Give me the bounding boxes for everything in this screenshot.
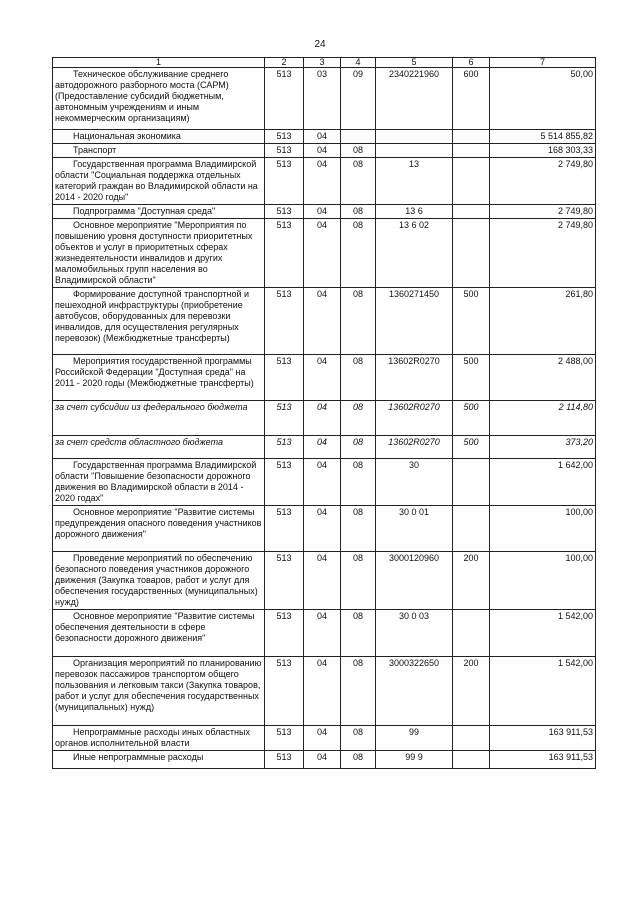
name-cell: Формирование доступной транспортной и пешеходной инфраструктуры (приобретение автобусов, оборудованных для перевозки инвалидов, для осуществления регулярных перевозок) (Межбюджетные трансферты)	[53, 288, 265, 355]
section-code-cell: 04	[304, 219, 341, 288]
name-cell: Непрограммные расходы иных областных органов исполнительной власти	[53, 726, 265, 751]
target-article-cell: 99	[376, 726, 453, 751]
expense-type-cell	[453, 130, 490, 144]
amount-cell: 2 749,80	[490, 205, 596, 219]
section-code-cell: 04	[304, 144, 341, 158]
amount-cell: 163 911,53	[490, 726, 596, 751]
name-cell: за счет средств областного бюджета	[53, 436, 265, 459]
target-article-cell: 13602R0270	[376, 355, 453, 401]
subsection-code-cell: 08	[341, 401, 376, 436]
header-cell: 3	[304, 58, 341, 68]
expense-type-cell	[453, 205, 490, 219]
subsection-code-cell: 08	[341, 205, 376, 219]
amount-cell: 373,20	[490, 436, 596, 459]
table-row	[53, 459, 596, 506]
amount-cell: 2 749,80	[490, 158, 596, 205]
name-cell: Организация мероприятий по планированию перевозок пассажиров транспортом общего пользования и легковым такси (Закупка товаров, работ и услуг для обеспечения государственных (муниципальных) нужд)	[53, 657, 265, 726]
expense-type-cell	[453, 506, 490, 552]
table-row	[53, 401, 596, 436]
section-code-cell: 04	[304, 130, 341, 144]
name-cell: Проведение мероприятий по обеспечению безопасного поведения участников дорожного движения (Закупка товаров, работ и услуг для обеспечения государственных (муниципальных) нужд)	[53, 552, 265, 610]
section-code-cell: 04	[304, 506, 341, 552]
amount-cell: 1 542,00	[490, 610, 596, 657]
header-row	[53, 58, 596, 68]
target-article-cell: 13602R0270	[376, 401, 453, 436]
chapter-code-cell: 513	[265, 657, 304, 726]
table-row	[53, 657, 596, 726]
amount-cell: 2 114,80	[490, 401, 596, 436]
table-row	[53, 610, 596, 657]
header-cell: 4	[341, 58, 376, 68]
target-article-cell	[376, 130, 453, 144]
header-cell: 1	[53, 58, 265, 68]
subsection-code-cell: 08	[341, 751, 376, 769]
subsection-code-cell: 08	[341, 552, 376, 610]
expense-type-cell: 500	[453, 288, 490, 355]
table-row	[53, 288, 596, 355]
name-cell: Основное мероприятие "Развитие системы обеспечения деятельности в сфере безопасности дорожного движения"	[53, 610, 265, 657]
table-row	[53, 219, 596, 288]
amount-cell: 261,80	[490, 288, 596, 355]
subsection-code-cell: 08	[341, 610, 376, 657]
name-cell: Мероприятия государственной программы Российской Федерации "Доступная среда" на 2011 - 2020 годы (Межбюджетные трансферты)	[53, 355, 265, 401]
table-row	[53, 205, 596, 219]
target-article-cell: 13602R0270	[376, 436, 453, 459]
target-article-cell: 30	[376, 459, 453, 506]
subsection-code-cell: 08	[341, 657, 376, 726]
chapter-code-cell: 513	[265, 355, 304, 401]
name-cell: Государственная программа Владимирской области "Повышение безопасности дорожного движения во Владимирской области в 2014 - 2020 годах"	[53, 459, 265, 506]
section-code-cell: 04	[304, 288, 341, 355]
name-cell: за счет субсидии из федерального бюджета	[53, 401, 265, 436]
table-row	[53, 552, 596, 610]
table-row	[53, 751, 596, 769]
expense-type-cell: 600	[453, 68, 490, 130]
target-article-cell: 30 0 01	[376, 506, 453, 552]
target-article-cell: 99 9	[376, 751, 453, 769]
amount-cell: 2 749,80	[490, 219, 596, 288]
subsection-code-cell: 08	[341, 459, 376, 506]
budget-table	[52, 57, 596, 769]
page-number: 24	[314, 39, 326, 50]
subsection-code-cell: 08	[341, 158, 376, 205]
header-cell: 2	[265, 58, 304, 68]
chapter-code-cell: 513	[265, 68, 304, 130]
chapter-code-cell: 513	[265, 205, 304, 219]
subsection-code-cell: 08	[341, 355, 376, 401]
target-article-cell: 3000120960	[376, 552, 453, 610]
expense-type-cell: 200	[453, 657, 490, 726]
section-code-cell: 03	[304, 68, 341, 130]
chapter-code-cell: 513	[265, 158, 304, 205]
amount-cell: 2 488,00	[490, 355, 596, 401]
amount-cell: 163 911,53	[490, 751, 596, 769]
chapter-code-cell: 513	[265, 130, 304, 144]
chapter-code-cell: 513	[265, 219, 304, 288]
section-code-cell: 04	[304, 751, 341, 769]
chapter-code-cell: 513	[265, 610, 304, 657]
name-cell: Транспорт	[53, 144, 265, 158]
section-code-cell: 04	[304, 610, 341, 657]
subsection-code-cell	[341, 130, 376, 144]
name-cell: Основное мероприятие "Мероприятия по повышению уровня доступности приоритетных объектов и услуг в приоритетных сферах жизнедеятельности инвалидов и других маломобильных групп населения во Владимирской области"	[53, 219, 265, 288]
amount-cell: 50,00	[490, 68, 596, 130]
amount-cell: 1 642,00	[490, 459, 596, 506]
subsection-code-cell: 08	[341, 144, 376, 158]
subsection-code-cell: 08	[341, 726, 376, 751]
target-article-cell: 3000322650	[376, 657, 453, 726]
name-cell: Иные непрограммные расходы	[53, 751, 265, 769]
expense-type-cell	[453, 751, 490, 769]
chapter-code-cell: 513	[265, 552, 304, 610]
subsection-code-cell: 08	[341, 219, 376, 288]
header-cell: 6	[453, 58, 490, 68]
target-article-cell: 13	[376, 158, 453, 205]
amount-cell: 168 303,33	[490, 144, 596, 158]
subsection-code-cell: 08	[341, 506, 376, 552]
name-cell: Основное мероприятие "Развитие системы предупреждения опасного поведения участников дорожного движения"	[53, 506, 265, 552]
section-code-cell: 04	[304, 205, 341, 219]
section-code-cell: 04	[304, 459, 341, 506]
name-cell: Национальная экономика	[53, 130, 265, 144]
expense-type-cell	[453, 158, 490, 205]
amount-cell: 5 514 855,82	[490, 130, 596, 144]
subsection-code-cell: 08	[341, 288, 376, 355]
expense-type-cell: 500	[453, 401, 490, 436]
expense-type-cell	[453, 219, 490, 288]
name-cell: Техническое обслуживание среднего автодорожного разборного моста (САРМ) (Предоставление субсидий бюджетным, автономным учреждениям и иным некоммерческим организациям)	[53, 68, 265, 130]
table-row	[53, 436, 596, 459]
target-article-cell: 30 0 03	[376, 610, 453, 657]
chapter-code-cell: 513	[265, 436, 304, 459]
section-code-cell: 04	[304, 158, 341, 205]
chapter-code-cell: 513	[265, 506, 304, 552]
expense-type-cell	[453, 726, 490, 751]
table-row	[53, 144, 596, 158]
target-article-cell: 1360271450	[376, 288, 453, 355]
header-cell: 7	[490, 58, 596, 68]
subsection-code-cell: 08	[341, 436, 376, 459]
table-row	[53, 506, 596, 552]
expense-type-cell: 500	[453, 355, 490, 401]
target-article-cell	[376, 144, 453, 158]
section-code-cell: 04	[304, 355, 341, 401]
chapter-code-cell: 513	[265, 144, 304, 158]
table-row	[53, 68, 596, 130]
target-article-cell: 2340221960	[376, 68, 453, 130]
expense-type-cell	[453, 459, 490, 506]
subsection-code-cell: 09	[341, 68, 376, 130]
header-cell: 5	[376, 58, 453, 68]
section-code-cell: 04	[304, 726, 341, 751]
expense-type-cell	[453, 610, 490, 657]
chapter-code-cell: 513	[265, 751, 304, 769]
target-article-cell: 13 6 02	[376, 219, 453, 288]
amount-cell: 100,00	[490, 506, 596, 552]
chapter-code-cell: 513	[265, 288, 304, 355]
target-article-cell: 13 6	[376, 205, 453, 219]
section-code-cell: 04	[304, 552, 341, 610]
table-row	[53, 726, 596, 751]
table-row	[53, 130, 596, 144]
amount-cell: 100,00	[490, 552, 596, 610]
chapter-code-cell: 513	[265, 726, 304, 751]
expense-type-cell: 200	[453, 552, 490, 610]
section-code-cell: 04	[304, 657, 341, 726]
name-cell: Государственная программа Владимирской области "Социальная поддержка отдельных категорий граждан во Владимирской области на 2014 - 2020 годы"	[53, 158, 265, 205]
section-code-cell: 04	[304, 401, 341, 436]
section-code-cell: 04	[304, 436, 341, 459]
expense-type-cell: 500	[453, 436, 490, 459]
name-cell: Подпрограмма "Доступная среда"	[53, 205, 265, 219]
table-row	[53, 355, 596, 401]
amount-cell: 1 542,00	[490, 657, 596, 726]
chapter-code-cell: 513	[265, 401, 304, 436]
table-row	[53, 158, 596, 205]
expense-type-cell	[453, 144, 490, 158]
chapter-code-cell: 513	[265, 459, 304, 506]
